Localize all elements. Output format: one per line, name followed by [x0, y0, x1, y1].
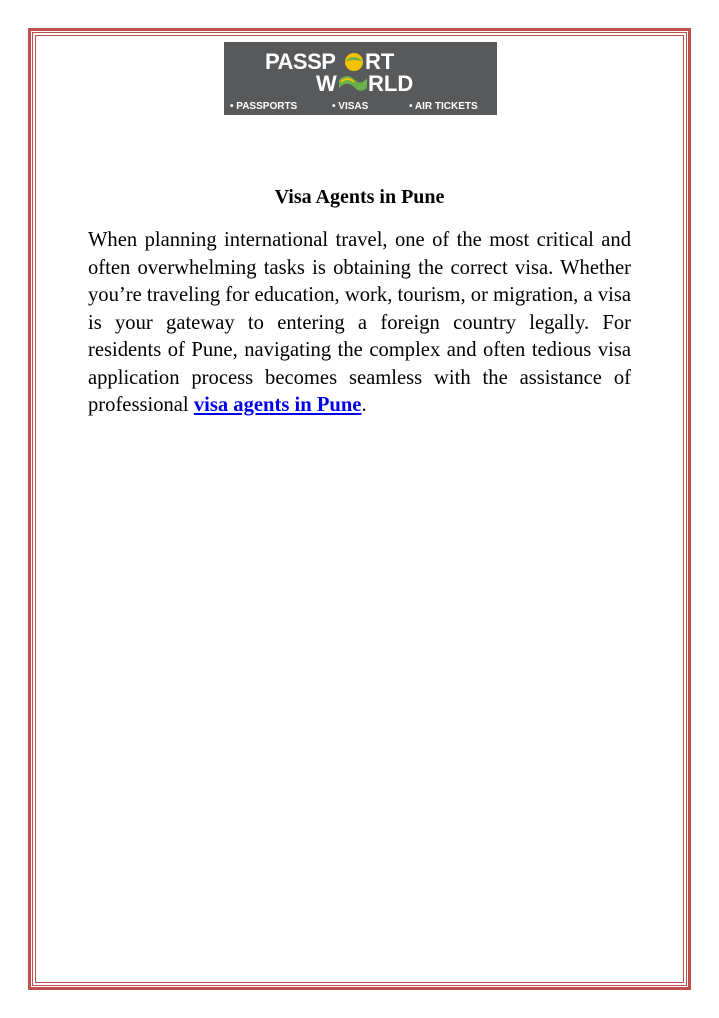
- passport-world-logo: [224, 42, 497, 115]
- globe-icon: [345, 53, 363, 71]
- body-paragraph: [88, 227, 631, 420]
- logo-line2b: RLD: [368, 71, 414, 96]
- visa-agents-link[interactable]: visa agents in Pune: [193, 394, 362, 416]
- paragraph-text: When planning international travel, one of the most critical and often overwhelming tasks is obtaining the correct visa. Whether you’re traveling for education, work, tourism, or migration, a visa is your gateway to entering a foreign country legally. For residents of Pune, navigating the complex and often tedious visa application process becomes seamless with the assistance of professional: [88, 229, 631, 416]
- paragraph-period: .: [361, 394, 367, 416]
- logo-tag-air-tickets: • AIR TICKETS: [409, 101, 478, 112]
- logo-line1: PASSP: [265, 49, 336, 74]
- logo-tag-passports: • PASSPORTS: [230, 101, 298, 112]
- logo-line2a: W: [316, 71, 337, 96]
- logo-tag-visas: • VISAS: [332, 101, 369, 112]
- logo-line1b: RT: [365, 49, 395, 74]
- document-title: Visa Agents in Pune: [274, 186, 445, 208]
- page-border-inner: [35, 35, 684, 983]
